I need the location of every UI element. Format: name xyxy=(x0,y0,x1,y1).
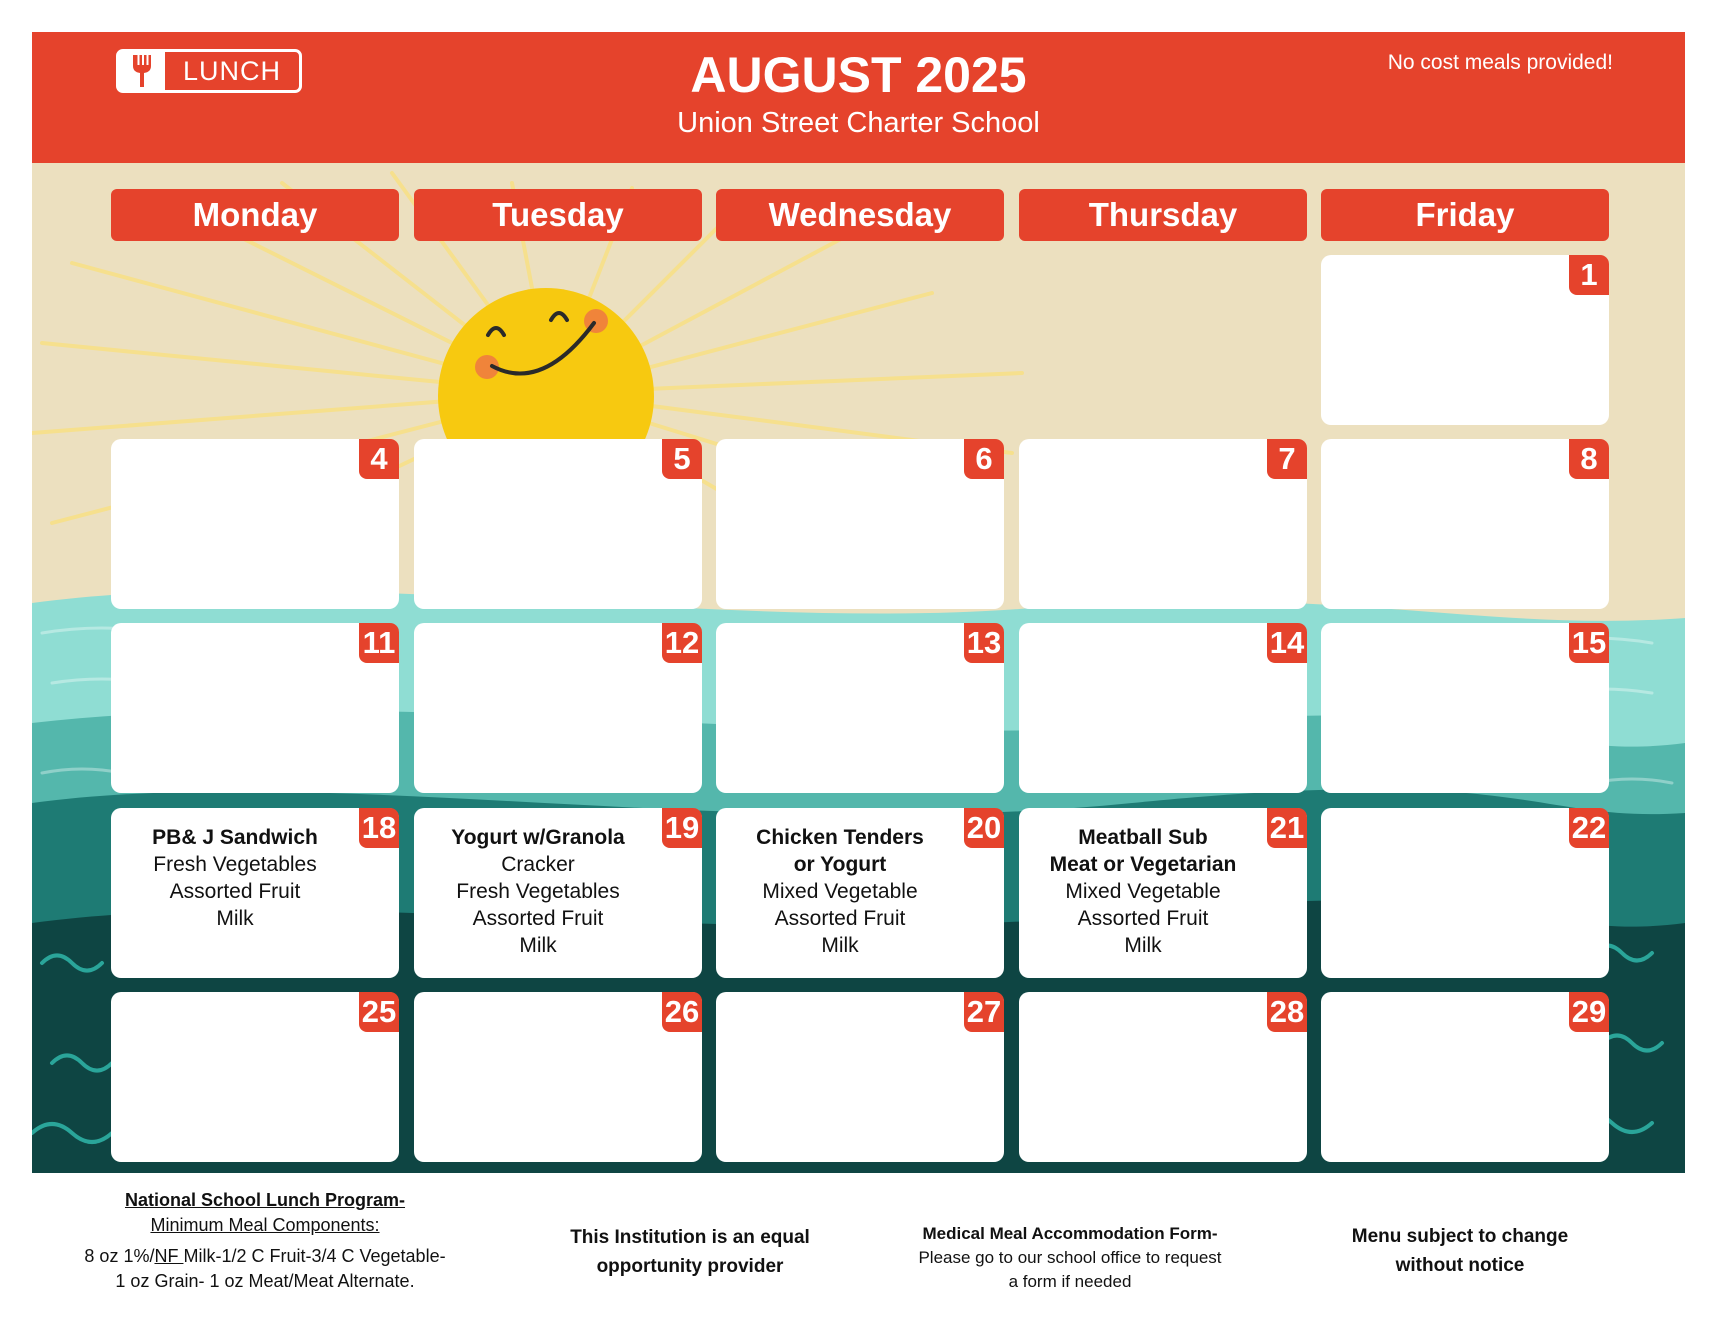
components-text-underlined: NF xyxy=(154,1246,184,1266)
side-item: Milk xyxy=(1124,934,1162,957)
day-number: 6 xyxy=(964,439,1004,479)
menu-items xyxy=(722,824,958,959)
medical-line-3: a form if needed xyxy=(1008,1272,1132,1291)
day-number: 27 xyxy=(964,992,1004,1032)
school-name: Union Street Charter School xyxy=(677,107,1040,139)
day-number: 19 xyxy=(662,808,702,848)
day-cell xyxy=(1321,255,1609,425)
side-item: Fresh Vegetables xyxy=(153,853,317,876)
day-number: 4 xyxy=(359,439,399,479)
day-number: 5 xyxy=(662,439,702,479)
day-cell xyxy=(1321,992,1609,1162)
day-cell xyxy=(716,623,1004,793)
side-item: Assorted Fruit xyxy=(774,907,906,930)
day-number: 21 xyxy=(1267,808,1307,848)
weekday-thursday: Thursday xyxy=(1019,189,1307,241)
entree: Chicken Tenders xyxy=(756,826,924,849)
day-cell xyxy=(414,623,702,793)
day-cell xyxy=(1321,439,1609,609)
day-cell xyxy=(414,992,702,1162)
day-cell xyxy=(111,992,399,1162)
day-cell xyxy=(1019,439,1307,609)
day-number: 14 xyxy=(1267,623,1307,663)
day-cell xyxy=(111,439,399,609)
day-cell xyxy=(1321,808,1609,978)
components-text: Milk-1/2 C Fruit-3/4 C Vegetable- xyxy=(183,1246,446,1266)
medical-form-block xyxy=(900,1222,1240,1294)
side-item: Cracker xyxy=(501,853,575,876)
side-item: Fresh Vegetables xyxy=(456,880,620,903)
day-number: 1 xyxy=(1569,255,1609,295)
entree-alt: or Yogurt xyxy=(793,853,887,876)
menu-items xyxy=(1025,824,1261,959)
equal-opportunity-block xyxy=(540,1223,840,1281)
side-item: Milk xyxy=(216,907,254,930)
side-item: Mixed Vegetable xyxy=(762,880,918,903)
side-item: Milk xyxy=(821,934,859,957)
side-item: Milk xyxy=(519,934,557,957)
components-text: 8 oz 1%/ xyxy=(84,1246,155,1266)
day-number: 7 xyxy=(1267,439,1307,479)
day-cell xyxy=(716,439,1004,609)
lunch-label: LUNCH xyxy=(182,56,281,86)
day-number: 22 xyxy=(1569,808,1609,848)
weekday-wednesday: Wednesday xyxy=(716,189,1004,241)
entree-alt: Meat or Vegetarian xyxy=(1049,853,1237,876)
day-cell xyxy=(1321,623,1609,793)
day-number: 13 xyxy=(964,623,1004,663)
day-cell xyxy=(716,808,1004,978)
equal-line-2: opportunity provider xyxy=(596,1256,784,1277)
weekday-monday: Monday xyxy=(111,189,399,241)
day-cell xyxy=(414,439,702,609)
change-line-2: without notice xyxy=(1395,1255,1525,1276)
day-cell xyxy=(716,992,1004,1162)
components-line-2: 1 oz Grain- 1 oz Meat/Meat Alternate. xyxy=(115,1271,415,1291)
medical-title: Medical Meal Accommodation Form- xyxy=(922,1224,1218,1243)
weekday-tuesday: Tuesday xyxy=(414,189,702,241)
day-number: 28 xyxy=(1267,992,1307,1032)
medical-line-2: Please go to our school office to request xyxy=(918,1248,1222,1267)
menu-items xyxy=(420,824,656,959)
day-cell xyxy=(111,623,399,793)
side-item: Assorted Fruit xyxy=(472,907,604,930)
day-number: 15 xyxy=(1569,623,1609,663)
change-line-1: Menu subject to change xyxy=(1351,1226,1569,1247)
day-number: 20 xyxy=(964,808,1004,848)
nslp-title: National School Lunch Program- xyxy=(124,1190,406,1210)
weekday-friday: Friday xyxy=(1321,189,1609,241)
day-cell xyxy=(1019,992,1307,1162)
side-item: Assorted Fruit xyxy=(1077,907,1209,930)
day-number: 18 xyxy=(359,808,399,848)
components-line-1 xyxy=(45,1244,485,1269)
day-number: 26 xyxy=(662,992,702,1032)
day-number: 8 xyxy=(1569,439,1609,479)
side-item: Assorted Fruit xyxy=(169,880,301,903)
day-cell xyxy=(414,808,702,978)
nslp-subtitle: Minimum Meal Components: xyxy=(150,1215,380,1235)
day-number: 25 xyxy=(359,992,399,1032)
day-number: 11 xyxy=(359,623,399,663)
side-item: Mixed Vegetable xyxy=(1065,880,1221,903)
day-cell xyxy=(1019,623,1307,793)
nslp-block xyxy=(45,1188,485,1294)
menu-items xyxy=(117,824,353,932)
entree: PB& J Sandwich xyxy=(152,826,318,849)
equal-line-1: This Institution is an equal xyxy=(570,1227,810,1248)
month-title: AUGUST 2025 xyxy=(690,47,1027,103)
day-cell xyxy=(1019,808,1307,978)
day-number: 29 xyxy=(1569,992,1609,1032)
no-cost-note: No cost meals provided! xyxy=(1387,51,1613,74)
menu-change-block xyxy=(1300,1222,1620,1280)
header-banner xyxy=(32,32,1685,163)
day-cell xyxy=(111,808,399,978)
entree: Meatball Sub xyxy=(1078,826,1208,849)
day-number: 12 xyxy=(662,623,702,663)
entree: Yogurt w/Granola xyxy=(451,826,625,849)
